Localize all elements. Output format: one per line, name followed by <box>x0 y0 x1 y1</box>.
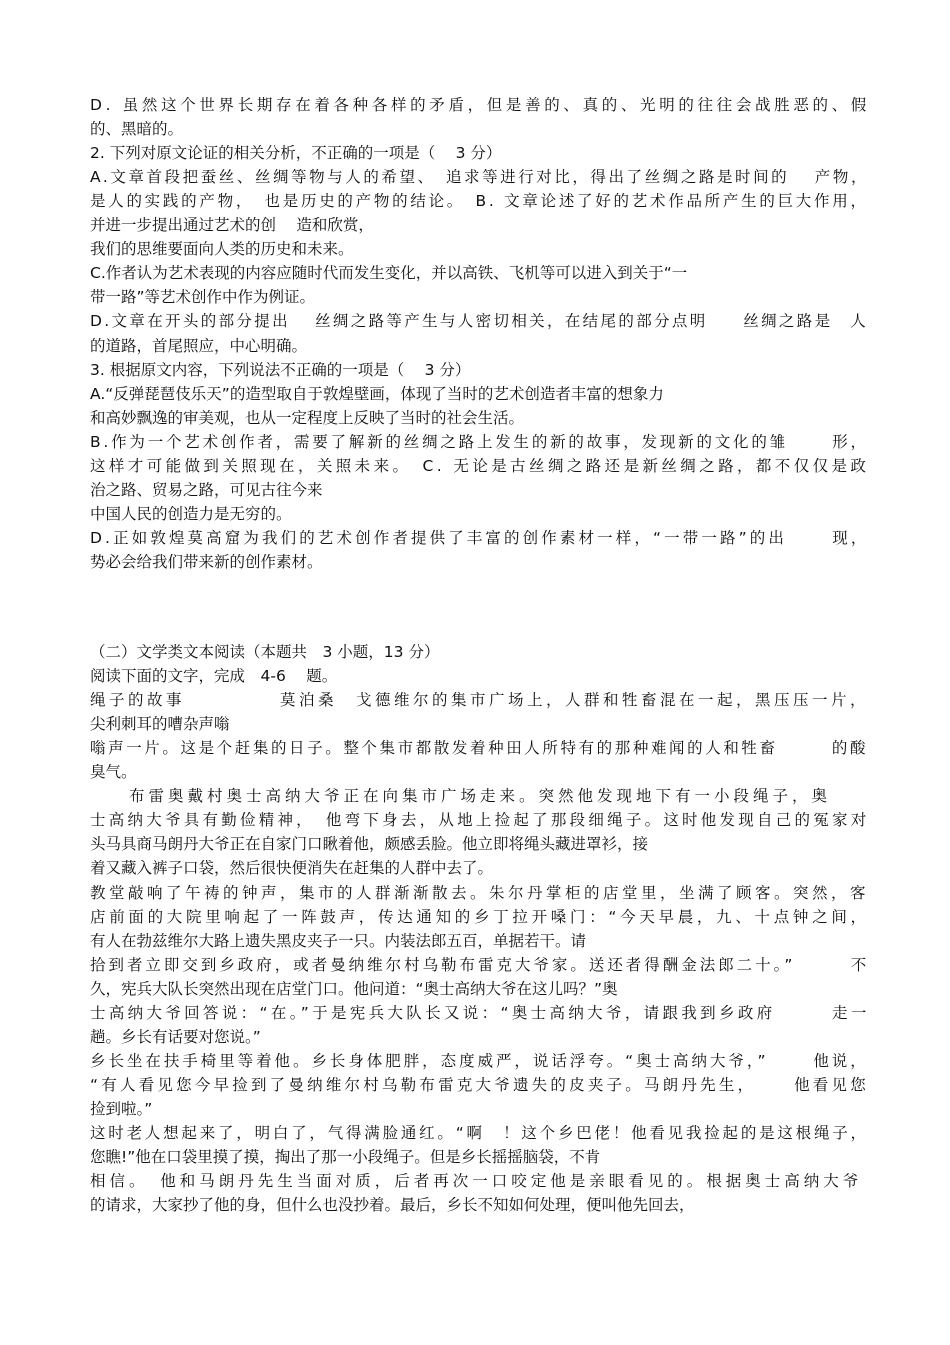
text-line: 相信。 他和马朗丹先生当面对质，后者再次一口咬定他是亲眼看见的。根据奥士高纳大爷 <box>90 1172 863 1190</box>
text-line: 绳子的故事 莫泊桑 戈德维尔的集市广场上，人群和牲畜混在一起，黑压压一片， <box>90 691 870 709</box>
text-line: 店前面的大院里响起了一阵鼓声，传达通知的乡丁拉开嗓门：“今天早晨，九、十点钟之间， <box>90 908 870 926</box>
text-line: 士高纳大爷具有勤俭精神， 他弯下身去，从地上捡起了那段细绳子。这时他发现自己的冤家对 <box>90 811 870 829</box>
text-line: 是人的实践的产物， 也是历史的产物的结论。 B. 文章论述了好的艺术作品所产生的巨大作用， <box>90 192 869 210</box>
text-line: 有人在勃兹维尔大路上遗失黑皮夹子一只。内装法郎五百，单据若干。请 <box>90 932 587 950</box>
text-line: 3. 根据原文内容，下列说法不正确的一项是（ 3 分） <box>90 361 471 379</box>
text-line: C.作者认为艺术表现的内容应随时代而发生变化，并以高铁、飞机等可以进入到关于“一 <box>90 264 688 282</box>
text-line: 2. 下列对原文论证的相关分析，不正确的一项是（ 3 分） <box>90 144 502 162</box>
text-line: 久，宪兵大队长突然出现在店堂门口。他问道：“奥士高纳大爷在这儿吗？”奥 <box>90 980 618 998</box>
text-line: 的道路，首尾照应，中心明确。 <box>90 337 308 355</box>
text-line: 中国人民的创造力是无穷的。 <box>90 505 292 523</box>
text-line: “有人看见您今早捡到了曼纳维尔村乌勒布雷克大爷遗失的皮夹子。马朗丹先生， 他看见您 <box>90 1076 869 1094</box>
text-line: 和高妙飘逸的审美观，也从一定程度上反映了当时的社会生活。 <box>90 409 525 427</box>
text-line: A.“反弹琵琶伎乐天”的造型取自于敦煌壁画，体现了当时的艺术创造者丰富的想象力 <box>90 385 664 403</box>
text-line: 的请求，大家抄了他的身，但什么也没抄着。最后，乡长不知如何处理，便叫他先回去， <box>90 1196 695 1214</box>
text-line: B.作为一个艺术创作者，需要了解新的丝绸之路上发生的新的故事，发现新的文化的雏 形， <box>90 433 869 451</box>
text-line: （二）文学类文本阅读（本题共 3 小题，13 分） <box>90 643 440 661</box>
text-line: 臭气。 <box>90 763 137 781</box>
text-line: 带一路”等艺术创作中作为例证。 <box>90 288 316 306</box>
text-line: 这时老人想起来了，明白了，气得满脸通红。“啊 ！这个乡巴佬！他看见我捡起的是这根绳子， <box>90 1124 869 1142</box>
text-line: D.正如敦煌莫高窟为我们的艺术创作者提供了丰富的创作素材一样，“一带一路”的出 现， <box>90 529 870 547</box>
text-line: 拾到者立即交到乡政府，或者曼纳维尔村乌勒布雷克大爷家。送还者得酬金法郎二十。” 不 <box>90 956 870 974</box>
text-line: 的、黑暗的。 <box>90 120 184 138</box>
text-line: 头马具商马朗丹大爷正在自家门口瞅着他，颇感丢脸。他立即将绳头藏进罩衫，接 <box>90 835 649 853</box>
text-line: 势必会给我们带来新的创作素材。 <box>90 553 323 571</box>
text-line: 并进一步提出通过艺术的创 造和欣赏， <box>90 216 374 234</box>
text-line: A.文章首段把蚕丝、丝绸等物与人的希望、 追求等进行对比，得出了丝绸之路是时间的 产物， <box>90 168 870 186</box>
text-line: 阅读下面的文字，完成 4-6 题。 <box>90 667 338 685</box>
text-line: 乡长坐在扶手椅里等着他。乡长身体肥胖，态度威严，说话浮夸。“奥士高纳大爷，” 他说， <box>90 1052 869 1070</box>
text-line: 教堂敲响了午祷的钟声，集市的人群渐渐散去。朱尔丹掌柜的店堂里，坐满了顾客。突然，客 <box>90 884 870 902</box>
text-line: 捡到啦。” <box>90 1100 153 1118</box>
text-line: 着又藏入裤子口袋，然后很快便消失在赶集的人群中去了。 <box>90 859 494 877</box>
text-line: 布雷奥戴村奥士高纳大爷正在向集市广场走来。突然他发现地下有一小段绳子，奥 <box>90 787 832 805</box>
text-line: D. 虽然这个世界长期存在着各种各样的矛盾，但是善的、真的、光明的往往会战胜恶的、假 <box>90 96 870 114</box>
text-line: 尖利刺耳的嘈杂声嗡 <box>90 715 230 733</box>
text-line: 您瞧!”他在口袋里摸了摸，掏出了那一小段绳子。但是乡长摇摇脑袋，不肯 <box>90 1148 601 1166</box>
text-line: 这样才可能做到关照现在，关照未来。 C. 无论是古丝绸之路还是新丝绸之路，都不仅仅是政 <box>90 457 870 475</box>
text-line: 趟。乡长有话要对您说。” <box>90 1028 261 1046</box>
text-line: 嗡声一片。这是个赶集的日子。整个集市都散发着种田人所特有的那种难闻的人和牲畜 的酸 <box>90 739 869 757</box>
text-line: D.文章在开头的部分提出 丝绸之路等产生与人密切相关，在结尾的部分点明 丝绸之路是 人 <box>90 312 869 330</box>
text-line: 我们的思维要面向人类的历史和未来。 <box>90 240 354 258</box>
text-line: 治之路、贸易之路，可见古往今来 <box>90 481 323 499</box>
text-line: 士高纳大爷回答说：“在。”于是宪兵大队长又说：“奥士高纳大爷，请跟我到乡政府 走一 <box>90 1004 870 1022</box>
